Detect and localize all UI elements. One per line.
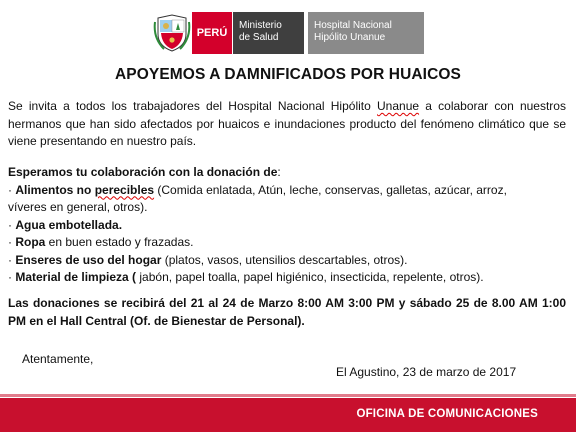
item-text: víveres en general, otros). xyxy=(8,200,148,214)
government-logo xyxy=(152,12,424,54)
donation-request xyxy=(8,164,566,287)
item-bold-underlined: perecibles xyxy=(94,182,155,197)
request-lead-bold: Esperamos tu colaboración con la donación de xyxy=(8,165,278,179)
peru-brand-label: PERÚ xyxy=(196,27,228,39)
item-text: (platos, vasos, utensilios descartables, otros). xyxy=(161,252,408,267)
bullet: · xyxy=(8,270,16,284)
donation-schedule: Las donaciones se recibirá del 21 al 24 de Marzo 8:00 AM 3:00 PM y sábado 25 de 8.00 AM 1:00 PM en el Hall Central (Of. de Bienestar de Personal). xyxy=(8,296,566,328)
request-lead xyxy=(8,164,566,182)
ministry-box xyxy=(232,12,304,54)
item-bold: Ropa xyxy=(15,235,46,249)
page-title: APOYEMOS A DAMNIFICADOS POR HUAICOS xyxy=(115,66,461,83)
list-item xyxy=(8,252,566,270)
footer-bar xyxy=(0,394,576,432)
footer-stripe xyxy=(0,394,576,397)
list-item xyxy=(8,199,566,217)
list-item xyxy=(8,182,566,200)
intro-text-underlined: Unanue xyxy=(377,99,420,113)
intro-paragraph xyxy=(8,98,566,151)
peru-brand-box xyxy=(192,12,232,54)
closing-salutation: Atentamente, xyxy=(22,352,94,366)
list-item xyxy=(8,217,566,235)
bullet: · xyxy=(8,252,16,267)
intro-text-start: Se invita a todos los trabajadores del Hospital Nacional Hipólito xyxy=(8,99,377,113)
list-item xyxy=(8,269,566,287)
hospital-line-2: Hipólito Unanue xyxy=(314,32,386,43)
request-lead-tail: : xyxy=(277,165,281,179)
item-bold: Material de limpieza ( xyxy=(15,270,137,284)
bullet: · xyxy=(8,235,16,249)
list-item xyxy=(8,234,566,252)
intro-text-end: a colaborar con nuestros hermanos que han sido afectados por huaicos e inundaciones producto del fenómeno climático que se viene presentando en nuestro país. xyxy=(8,99,566,148)
item-text: (Comida enlatada, Atún, leche, conservas, galletas, azúcar, arroz, xyxy=(154,182,507,197)
ministry-line-1: Ministerio xyxy=(239,20,282,31)
hospital-line-1: Hospital Nacional xyxy=(314,20,392,31)
hospital-box xyxy=(306,12,424,54)
bullet: · xyxy=(8,182,16,197)
item-text: jabón, papel toalla, papel higiénico, insecticida, repelente, otros). xyxy=(136,270,484,284)
bullet: · xyxy=(8,217,16,232)
ministry-line-2: de Salud xyxy=(239,32,279,43)
item-bold: Enseres de uso del hogar xyxy=(15,252,162,267)
peru-coat-of-arms-icon xyxy=(152,12,192,54)
date-line: El Agustino, 23 de marzo de 2017 xyxy=(336,365,517,379)
item-text: en buen estado y frazadas. xyxy=(45,235,194,249)
footer-label: OFICINA DE COMUNICACIONES xyxy=(356,408,538,420)
item-bold: Agua embotellada. xyxy=(15,217,123,232)
item-bold: Alimentos no xyxy=(15,182,95,197)
